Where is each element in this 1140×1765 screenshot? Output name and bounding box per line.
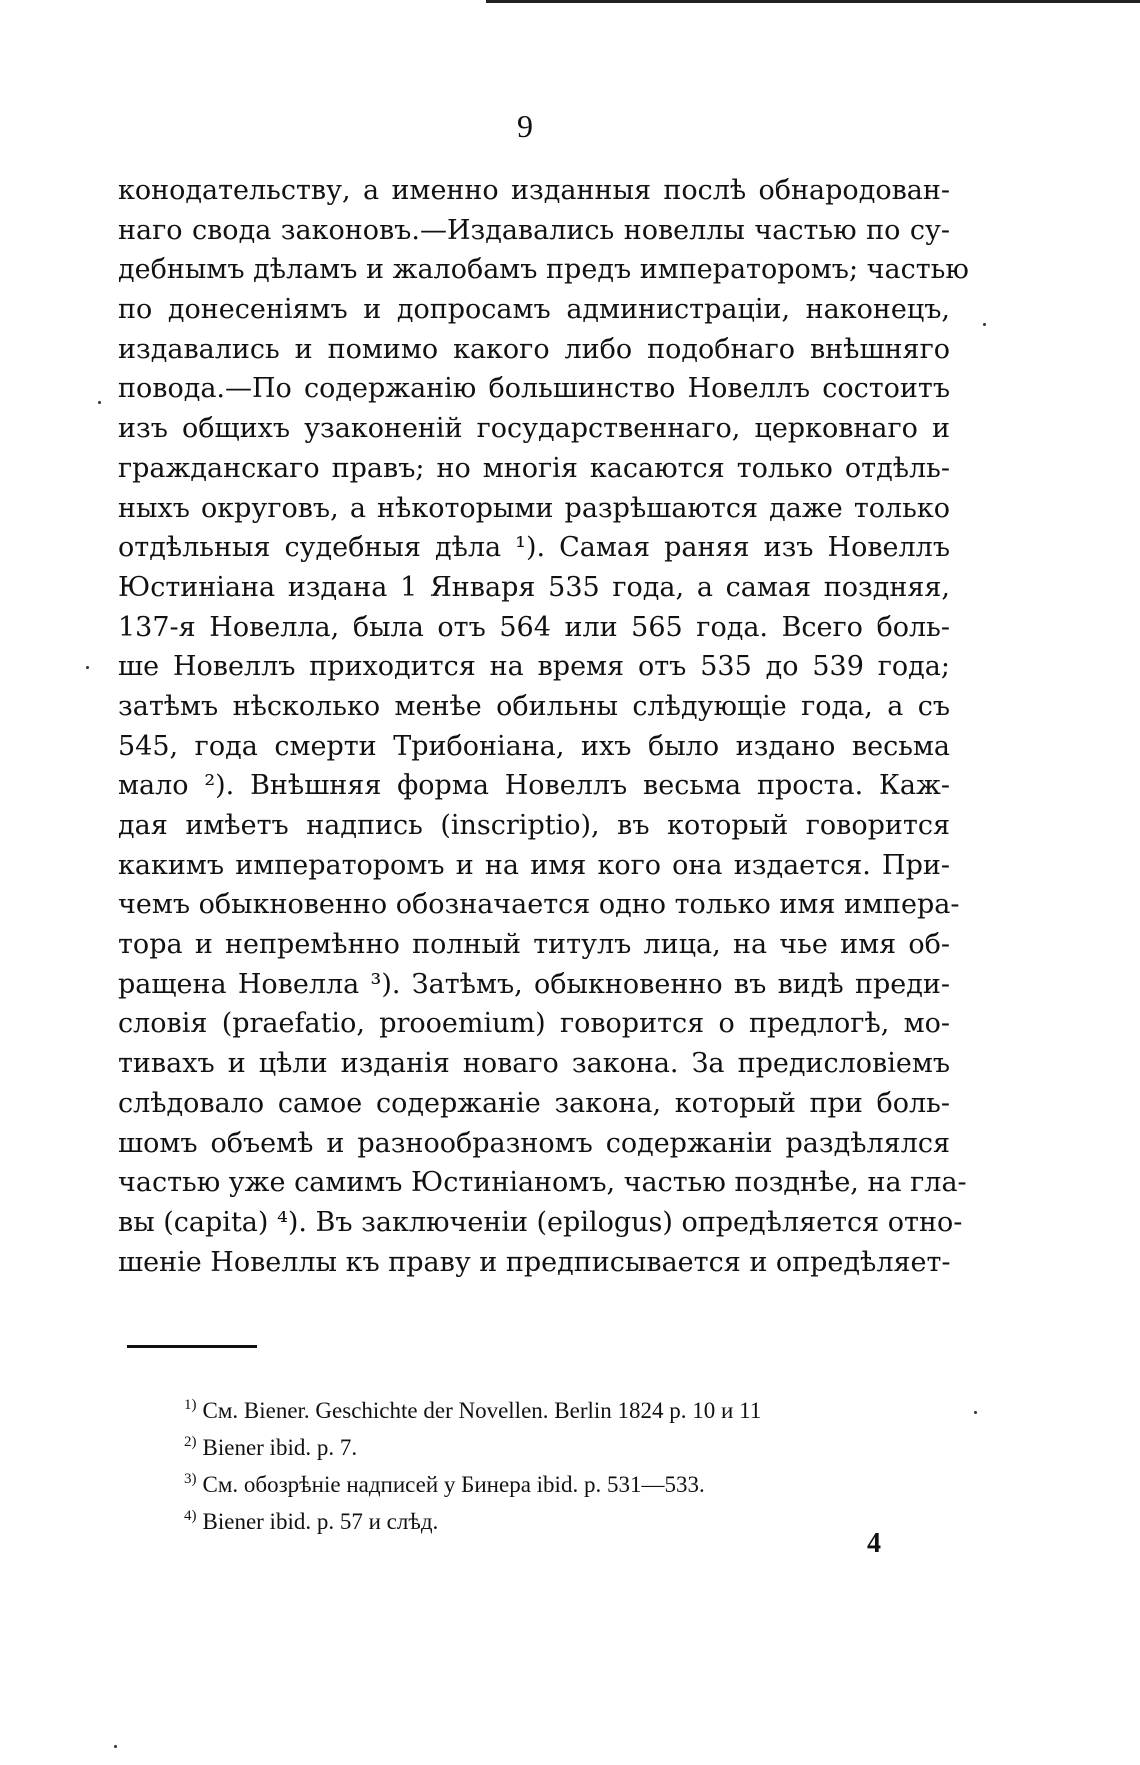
- footnote-mark: 3): [184, 1471, 197, 1488]
- footnote-text: Biener ibid. p. 7.: [202, 1435, 358, 1460]
- text-line: тивахъ и цѣли изданія новаго закона. За предисловіемъ: [118, 1048, 950, 1080]
- text-line: Юстиніана издана 1 Января 535 года, а самая поздняя,: [118, 571, 950, 603]
- text-line: ныхъ округовъ, а нѣкоторыми разрѣшаются даже только: [118, 492, 950, 524]
- scan-speck: [114, 1745, 117, 1748]
- scan-speck: [983, 323, 986, 326]
- text-line: 545, года смерти Трибоніана, ихъ было издано весьма: [118, 730, 950, 762]
- text-line: слѣдовало самое содержаніе закона, который при боль-: [118, 1087, 950, 1119]
- text-line: какимъ императоромъ и на имя кого она издается. При-: [118, 849, 950, 881]
- footnote-text: Biener ibid. p. 57 и слѣд.: [202, 1509, 439, 1534]
- text-line: тора и непремѣнно полный титулъ лица, на чье имя об-: [118, 929, 950, 961]
- text-line: мало ²). Внѣшняя форма Новеллъ весьма проста. Каж-: [118, 770, 950, 802]
- text-line: конодательству, а именно изданныя послѣ обнародован-: [118, 175, 950, 206]
- footnote: [184, 1429, 944, 1466]
- footnote: [184, 1466, 944, 1503]
- footnote-text: См. Biener. Geschichte der Novellen. Berlin 1824 p. 10 и 11: [202, 1398, 762, 1423]
- text-line: вы (capita) ⁴). Въ заключеніи (epilogus) опредѣляется отно-: [118, 1206, 963, 1238]
- signature-mark: 4: [867, 1528, 881, 1559]
- page-number: 9: [517, 108, 533, 144]
- footnote-text: См. обозрѣніе надписей у Бинера ibid. p. 531—533.: [202, 1472, 705, 1497]
- text-line: отдѣльныя судебныя дѣла ¹). Самая раняя изъ Новеллъ: [118, 532, 950, 564]
- body-text: [118, 171, 969, 1282]
- text-line: изъ общихъ узаконеній государственнаго, церковнаго и: [118, 413, 950, 445]
- text-line: наго свода законовъ.—Издавались новеллы частью по су-: [118, 214, 950, 246]
- text-line: повода.—По содержанію большинство Новеллъ состоитъ: [118, 373, 950, 405]
- text-line: по донесеніямъ и допросамъ администраціи, наконецъ,: [118, 294, 950, 326]
- text-line: дая имѣетъ надпись (inscriptio), въ который говорится: [118, 810, 950, 841]
- scan-speck: [86, 666, 89, 669]
- text-line: затѣмъ нѣсколько менѣе обильны слѣдующіе года, а съ: [118, 690, 950, 722]
- footnote-mark: 4): [184, 1508, 197, 1525]
- footnotes: [184, 1392, 944, 1540]
- text-line: ращена Новелла ³). Затѣмъ, обыкновенно въ видѣ преди-: [118, 968, 950, 1000]
- text-line: шомъ объемѣ и разнообразномъ содержаніи раздѣлялся: [118, 1127, 950, 1159]
- text-line: частью уже самимъ Юстиніаномъ, частью позднѣе, на гла-: [118, 1167, 967, 1199]
- top-rule: [486, 0, 1140, 3]
- text-line: ше Новеллъ приходится на время отъ 535 до 539 года;: [118, 651, 950, 683]
- footnote: [184, 1392, 944, 1429]
- text-line: издавались и помимо какого либо подобнаго внѣшняго: [118, 333, 950, 365]
- footnote-rule: [127, 1345, 257, 1348]
- text-line: шеніе Новеллы къ праву и предписывается и опредѣляет-: [118, 1246, 951, 1278]
- footnote-mark: 2): [184, 1434, 197, 1451]
- text-line: дебнымъ дѣламъ и жалобамъ предъ императоромъ; частью: [118, 254, 969, 286]
- text-line: чемъ обыкновенно обозначается одно только имя импера-: [118, 889, 960, 921]
- text-line: словія (praefatio, prooemium) говорится о предлогѣ, мо-: [118, 1008, 950, 1040]
- scan-speck: [974, 1411, 977, 1414]
- scan-speck: [98, 401, 101, 404]
- footnote-mark: 1): [184, 1397, 197, 1414]
- footnote: [184, 1503, 944, 1540]
- text-line: 137-я Новелла, была отъ 564 или 565 года. Всего боль-: [118, 611, 950, 643]
- text-line: гражданскаго правъ; но многія касаются только отдѣль-: [118, 452, 950, 484]
